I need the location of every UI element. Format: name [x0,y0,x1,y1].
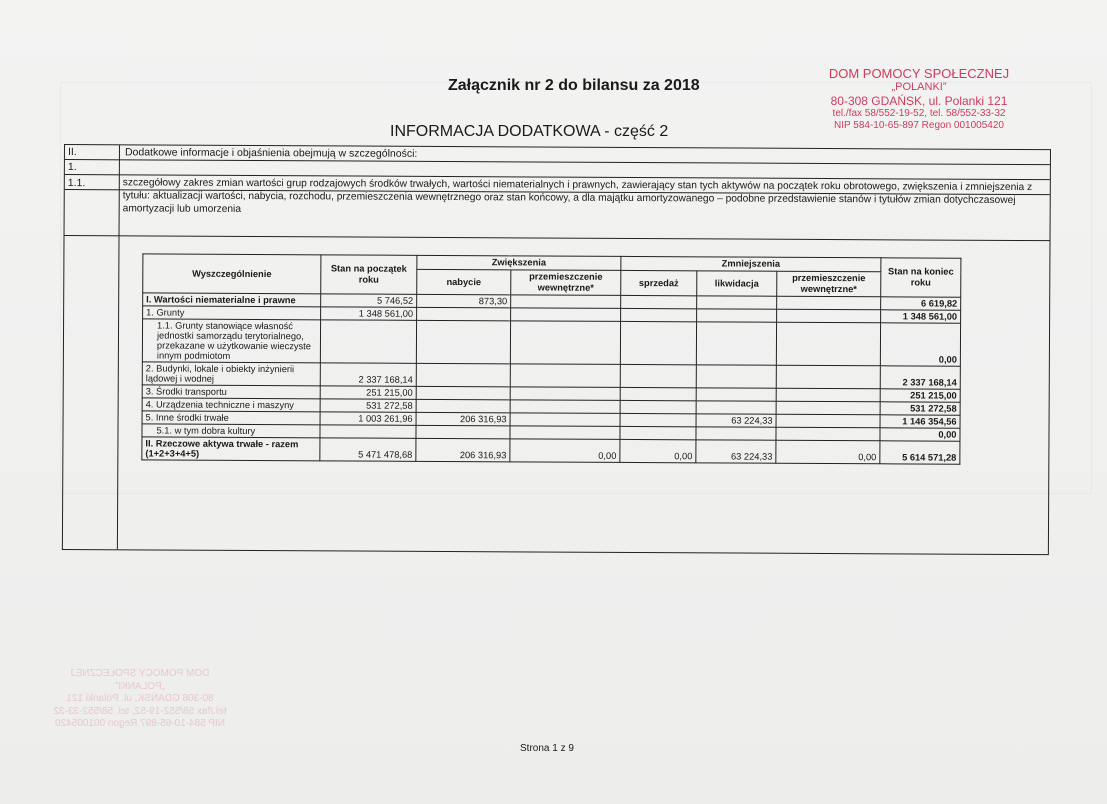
cell-inc-transfer [511,295,621,309]
header-description: Wyszczególnienie [143,254,321,294]
header-inc-purchase: nabycie [417,270,511,296]
row-label: 1.1. Grunty stanowiące własność jednostki samorządu terytorialnego, przekazane w użytkowanie wieczyste innym podmiotom [142,319,320,363]
row-divider [65,235,1050,241]
cell-end: 531 272,58 [880,402,960,415]
cell-sale [620,414,696,427]
cell-liquidation [696,322,776,365]
cell-start: 2 337 168,14 [320,363,416,387]
cell-purchase [416,321,510,364]
cell-purchase [416,400,510,413]
cell-end: 251 215,00 [880,389,960,402]
cell-purchase: 206 316,93 [416,439,510,462]
cell-end: 6 619,82 [881,297,961,310]
section-label-II: II. [67,146,77,159]
cell-start: 5 746,52 [321,294,417,308]
header-dec-liquidation: likwidacja [697,271,777,297]
frame-divider [117,145,120,549]
cell-liquidation [696,401,776,414]
stamp-line4: tel./fax 58/552-19-52, tel. 58/552-33-32 [832,108,1006,120]
cell-end: 2 337 168,14 [880,366,960,389]
header-decreases: Zmniejszenia [621,256,881,272]
table-row [142,319,960,366]
cell-end: 5 614 571,28 [880,441,960,464]
cell-end: 1 146 354,56 [880,415,960,428]
ghost-stamp-line3: 80-308 GDAŃSK, ul. Polanki 121 [66,693,214,704]
stamp-line5: NIP 584-10-65-897 Regon 001005420 [834,120,1004,132]
section-label-1: 1. [67,161,77,174]
ghost-stamp-line4: tel./fax 58/552-19-52, tel. 58/552-33-32 [53,705,227,717]
row-label: 2. Budynki, lokale i obiekty inżynierii lądowej i wodnej [142,362,320,386]
stamp-line2: „POLANKI” [891,81,947,94]
cell-sale [620,365,696,388]
section-label-1-1: 1.1. [67,177,86,190]
row-label: 4. Urządzenia techniczne i maszyny [142,398,320,412]
cell-dec-transfer [776,323,880,367]
cell-start: 251 215,00 [320,386,416,400]
cell-dec-transfer [776,428,880,442]
row-label: 5.1. w tym dobra kultury [142,424,320,438]
cell-dec-transfer [776,402,880,416]
row-label: II. Rzeczowe aktywa trwałe - razem (1+2+3+4+5) [142,437,320,461]
cell-start [320,425,416,439]
stamp-line3: 80-308 GDAŃSK, ul. Polanki 121 [830,94,1008,109]
document-title: Załącznik nr 2 do bilansu za 2018 [448,77,700,94]
cell-inc-transfer [510,387,620,401]
cell-end: 1 348 561,00 [881,310,961,323]
cell-liquidation: 63 224,33 [696,440,776,463]
cell-purchase [416,426,510,439]
cell-start: 1 003 261,96 [320,412,416,426]
header-dec-transfer: przemieszczenie wewnętrzne* [777,271,881,297]
cell-inc-transfer [510,321,620,365]
cell-purchase [416,387,510,400]
cell-dec-transfer: 0,00 [776,441,880,465]
cell-start: 531 272,58 [320,399,416,413]
cell-sale [620,427,696,440]
cell-dec-transfer [777,310,881,324]
cell-end: 0,00 [880,323,960,366]
row-label: 1. Grunty [143,306,321,320]
header-increases: Zwiększenia [417,255,621,270]
header-inc-transfer: przemieszczenie wewnętrzne* [511,270,621,296]
cell-dec-transfer [776,415,880,429]
section-text-1-1: szczegółowy zakres zmian wartości grup rodzajowych środków trwałych, wartości niematerialnych i prawnych, zawierający stan tych aktywów na początek roku obrotowego, zwiększenia i zmniejszenia z tytułu: aktualizacji wartości, nabycia, rozchodu, przemieszczenia wewnętrznego oraz stan końcowy, a dla majątku amortyzowanego – podobne przedstawienie stanów i tytułów zmian dotychczasowej amortyzacji lub umorzenia [122,177,1033,215]
cell-purchase [417,308,511,321]
cell-end: 0,00 [880,428,960,441]
ghost-stamp-line5: NIP 584-10-65-897 Regon 001005420 [55,718,225,729]
cell-sale [621,309,697,322]
cell-start [320,320,416,364]
cell-inc-transfer [510,426,620,440]
cell-inc-transfer [511,308,621,322]
cell-liquidation [696,427,776,440]
table-row-total [142,437,960,464]
cell-sale [620,401,696,414]
header-start: Stan na początek roku [321,255,417,295]
cell-dec-transfer [776,389,880,403]
cell-inc-transfer [510,413,620,427]
cell-liquidation [696,388,776,401]
cell-purchase: 873,30 [417,295,511,308]
info-frame [62,144,1051,555]
cell-dec-transfer [777,297,881,311]
cell-start: 5 471 478,68 [320,438,416,462]
row-label: 3. Środki transportu [142,385,320,399]
cell-inc-transfer [510,400,620,414]
cell-sale [620,322,696,365]
section-text-II: Dodatkowe informacje i objaśnienia obejmują w szczególności: [124,146,418,160]
cell-inc-transfer: 0,00 [510,439,620,463]
cell-liquidation [696,365,776,388]
cell-liquidation [697,296,777,309]
header-end: Stan na koniec roku [881,258,961,298]
institution-stamp [814,66,1024,132]
cell-inc-transfer [510,364,620,388]
cell-dec-transfer [776,366,880,390]
cell-liquidation [697,309,777,322]
row-label: 5. Inne środki trwałe [142,411,320,425]
row-divider [65,159,1050,165]
ghost-stamp-line2: „POLANKI” [115,680,166,692]
cell-sale [621,296,697,309]
cell-sale: 0,00 [620,440,696,463]
row-label: I. Wartości niematerialne i prawne [143,293,321,307]
ghost-stamp-line1: DOM POMOCY SPOŁECZNEJ [70,668,210,679]
cell-purchase [416,364,510,387]
cell-liquidation: 63 224,33 [696,414,776,427]
header-dec-sale: sprzedaż [621,271,697,297]
ghost-stamp [40,668,240,748]
cell-start: 1 348 561,00 [321,307,417,321]
stamp-line1: DOM POMOCY SPOŁECZNEJ [828,66,1010,81]
cell-sale [620,388,696,401]
document-subtitle: INFORMACJA DODATKOWA - część 2 [390,123,669,140]
cell-purchase: 206 316,93 [416,413,510,426]
fixed-assets-table [141,253,961,465]
page-number: Strona 1 z 9 [520,743,574,754]
